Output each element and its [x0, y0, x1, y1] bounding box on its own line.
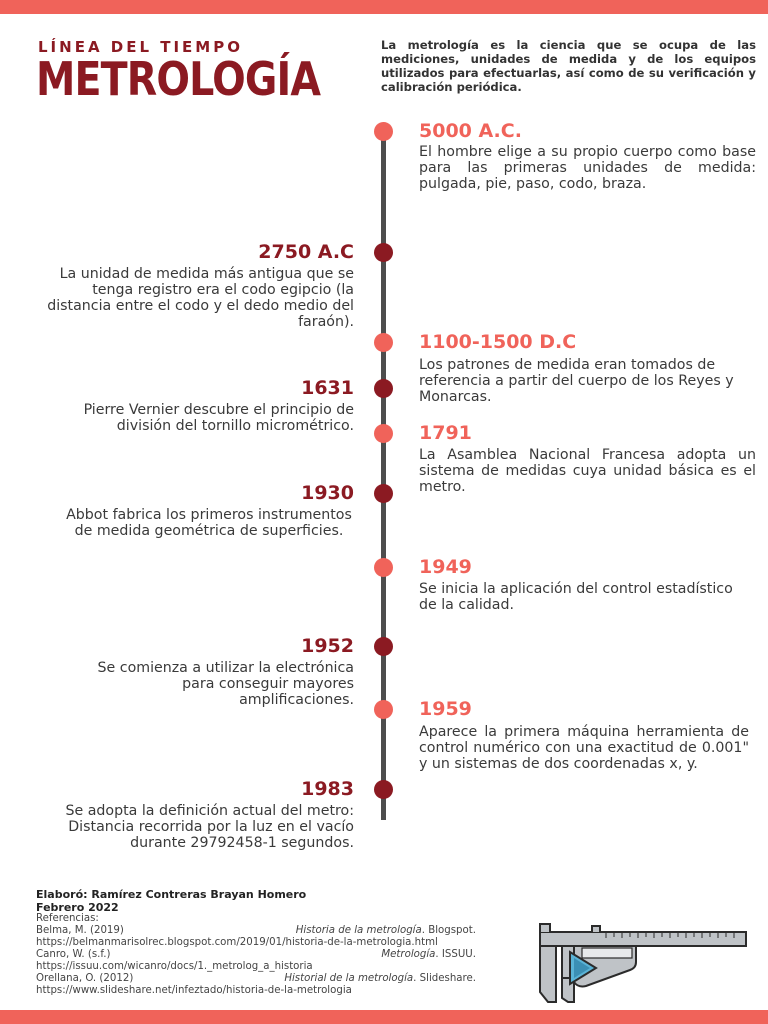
timeline-dot-1983 — [374, 780, 393, 799]
reference-publisher: . Blogspot. — [421, 925, 476, 936]
reference-entry — [36, 949, 476, 961]
vernier-caliper-icon — [526, 922, 748, 1004]
event-text-1631: Pierre Vernier descubre el principio de división del tornillo micrométrico. — [83, 402, 354, 434]
event-date-1100-1500dc: 1100-1500 D.C — [419, 331, 577, 353]
event-text-5000ac: El hombre elige a su propio cuerpo como base para las primeras unidades de medida: pulgada, pie, paso, codo, braza. — [419, 144, 756, 192]
reference-author: Orellana, O. (2012) — [36, 973, 134, 984]
event-text-1791: La Asamblea Nacional Francesa adopta un sistema de medidas cuya unidad básica es el metro. — [419, 447, 756, 495]
timeline-kicker: LÍNEA DEL TIEMPO — [38, 38, 243, 56]
reference-source — [381, 949, 476, 961]
timeline-dot-5000ac — [374, 122, 393, 141]
reference-publisher: . ISSUU. — [435, 949, 476, 960]
event-date-1631: 1631 — [301, 377, 354, 399]
reference-title: Historia de la metrología — [295, 925, 422, 936]
event-text-1952: Se comienza a utilizar la electrónica para conseguir mayores amplificaciones. — [97, 660, 354, 708]
page-title: METROLOGÍA — [36, 52, 321, 106]
reference-url[interactable]: https://belmanmarisolrec.blogspot.com/2019/01/historia-de-la-metrologia.html — [36, 937, 438, 948]
credit-date: Febrero 2022 — [36, 901, 119, 914]
references — [36, 913, 476, 997]
event-date-1952: 1952 — [301, 635, 354, 657]
reference-url[interactable]: https://issuu.com/wicanro/docs/1._metrolog_a_historia — [36, 961, 313, 972]
author-credit: Elaboró: Ramírez Contreras Brayan Homero — [36, 888, 307, 901]
timeline-dot-1930 — [374, 484, 393, 503]
reference-title: Metrología — [381, 949, 436, 960]
reference-publisher: . Slideshare. — [413, 973, 476, 984]
event-text-1983: Se adopta la definición actual del metro: Distancia recorrida por la luz en el vacío durante 29792458-1 segundos. — [65, 803, 354, 851]
timeline-dot-2750ac — [374, 243, 393, 262]
event-date-1983: 1983 — [301, 778, 354, 800]
event-date-1930: 1930 — [301, 482, 354, 504]
reference-author: Canro, W. (s.f.) — [36, 949, 111, 960]
reference-url[interactable]: https://www.slideshare.net/infeztado/historia-de-la-metrologia — [36, 985, 352, 996]
intro-text: La metrología es la ciencia que se ocupa de las mediciones, unidades de medida y de los equipos utilizados para efectuarlas, así como de su verificación y calibración periódica. — [381, 38, 756, 94]
timeline-dot-1959 — [374, 700, 393, 719]
timeline-dot-1791 — [374, 424, 393, 443]
reference-author: Belma, M. (2019) — [36, 925, 124, 936]
timeline-dot-1949 — [374, 558, 393, 577]
reference-source — [284, 973, 476, 985]
event-date-5000ac: 5000 A.C. — [419, 120, 522, 142]
event-text-1959: Aparece la primera máquina herramienta de control numérico con una exactitud de 0.001" y un sistemas de dos coordenadas x, y. — [419, 724, 749, 772]
top-accent-bar — [0, 0, 768, 14]
event-text-1949: Se inicia la aplicación del control estadístico de la calidad. — [419, 581, 733, 613]
reference-title: Historial de la metrología — [284, 973, 414, 984]
event-date-1959: 1959 — [419, 698, 472, 720]
reference-entry — [36, 925, 476, 937]
event-date-2750ac: 2750 A.C — [258, 241, 354, 263]
reference-source — [296, 925, 476, 937]
references-label: Referencias: — [36, 913, 99, 924]
event-text-2750ac: La unidad de medida más antigua que se tenga registro era el codo egipcio (la distancia entre el codo y el dedo medio del faraón). — [47, 266, 354, 330]
timeline-dot-1631 — [374, 379, 393, 398]
timeline-dot-1100-1500dc — [374, 333, 393, 352]
event-text-1930: Abbot fabrica los primeros instrumentos de medida geométrica de superficies. — [66, 507, 352, 539]
event-date-1949: 1949 — [419, 556, 472, 578]
event-text-1100-1500dc: Los patrones de medida eran tomados de referencia a partir del cuerpo de los Reyes y Monarcas. — [419, 357, 734, 405]
reference-entry — [36, 973, 476, 985]
bottom-accent-bar — [0, 1010, 768, 1024]
event-date-1791: 1791 — [419, 422, 472, 444]
timeline-dot-1952 — [374, 637, 393, 656]
